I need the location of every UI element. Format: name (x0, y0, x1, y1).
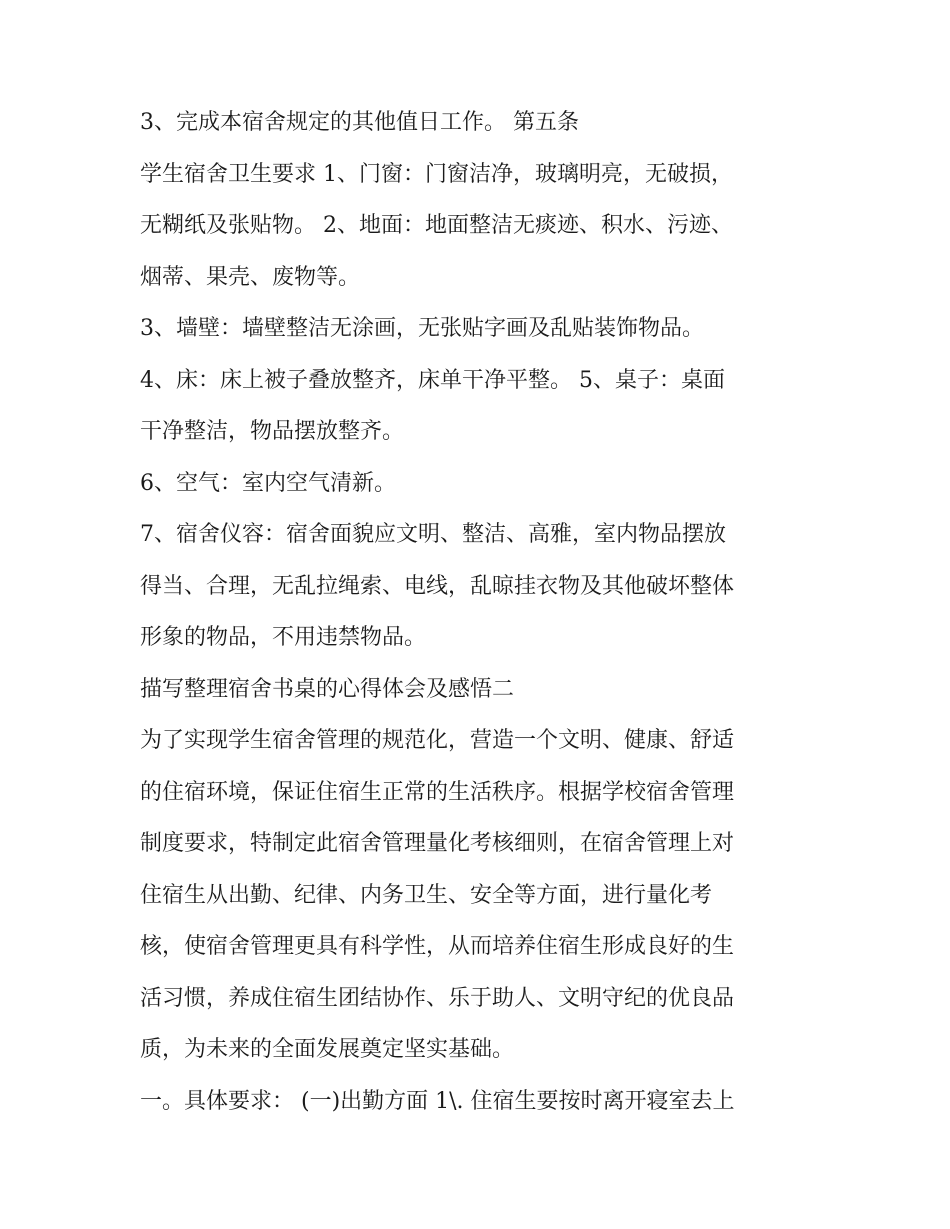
text-line-10: 得当、合理，无乱拉绳索、电线，乱晾挂衣物及其他破坏整体 (140, 573, 735, 599)
text-line-18: 活习惯，养成住宿生团结协作、乐于助人、文明守纪的优良品 (140, 985, 735, 1011)
text-line-15: 制度要求，特制定此宿舍管理量化考核细则，在宿舍管理上对 (140, 831, 735, 856)
text-line-3: 无糊纸及张贴物。 2、地面：地面整洁无痰迹、积水、污迹、 (140, 213, 733, 238)
text-line-2: 学生宿舍卫生要求 1、门窗：门窗洁净，玻璃明亮，无破损， (140, 161, 733, 187)
text-line-16: 住宿生从出勤、纪律、内务卫生、安全等方面，进行量化考 (140, 882, 713, 908)
text-line-4: 烟蒂、果壳、废物等。 (140, 264, 361, 290)
text-line-1: 3、完成本宿舍规定的其他值日工作。 第五条 (140, 110, 579, 135)
text-line-9: 7、宿舍仪容：宿舍面貌应文明、整洁、高雅，室内物品摆放 (140, 522, 726, 547)
text-line-7: 干净整洁，物品摆放整齐。 (140, 419, 405, 444)
section-heading: 描写整理宿舍书桌的心得体会及感悟二 (140, 676, 515, 702)
text-line-19: 质，为未来的全面发展奠定坚实基础。 (140, 1037, 515, 1062)
text-line-11: 形象的物品，不用违禁物品。 (140, 625, 427, 650)
text-line-17: 核，使宿舍管理更具有科学性，从而培养住宿生形成良好的生 (140, 934, 735, 959)
text-line-8: 6、空气：室内空气清新。 (140, 470, 396, 496)
text-line-14: 的住宿环境，保证住宿生正常的生活秩序。根据学校宿舍管理 (140, 779, 735, 805)
text-line-6: 4、床：床上被子叠放整齐，床单干净平整。 5、桌子：桌面 (140, 367, 725, 393)
text-line-5: 3、墙壁：墙壁整洁无涂画，无张贴字画及乱贴装饰物品。 (140, 316, 704, 341)
text-line-20: 一。具体要求： (一)出勤方面 1\. 住宿生要按时离开寝室去上 (140, 1088, 735, 1114)
text-line-13: 为了实现学生宿舍管理的规范化，营造一个文明、健康、舒适 (140, 728, 735, 753)
document-page (140, 108, 820, 1138)
